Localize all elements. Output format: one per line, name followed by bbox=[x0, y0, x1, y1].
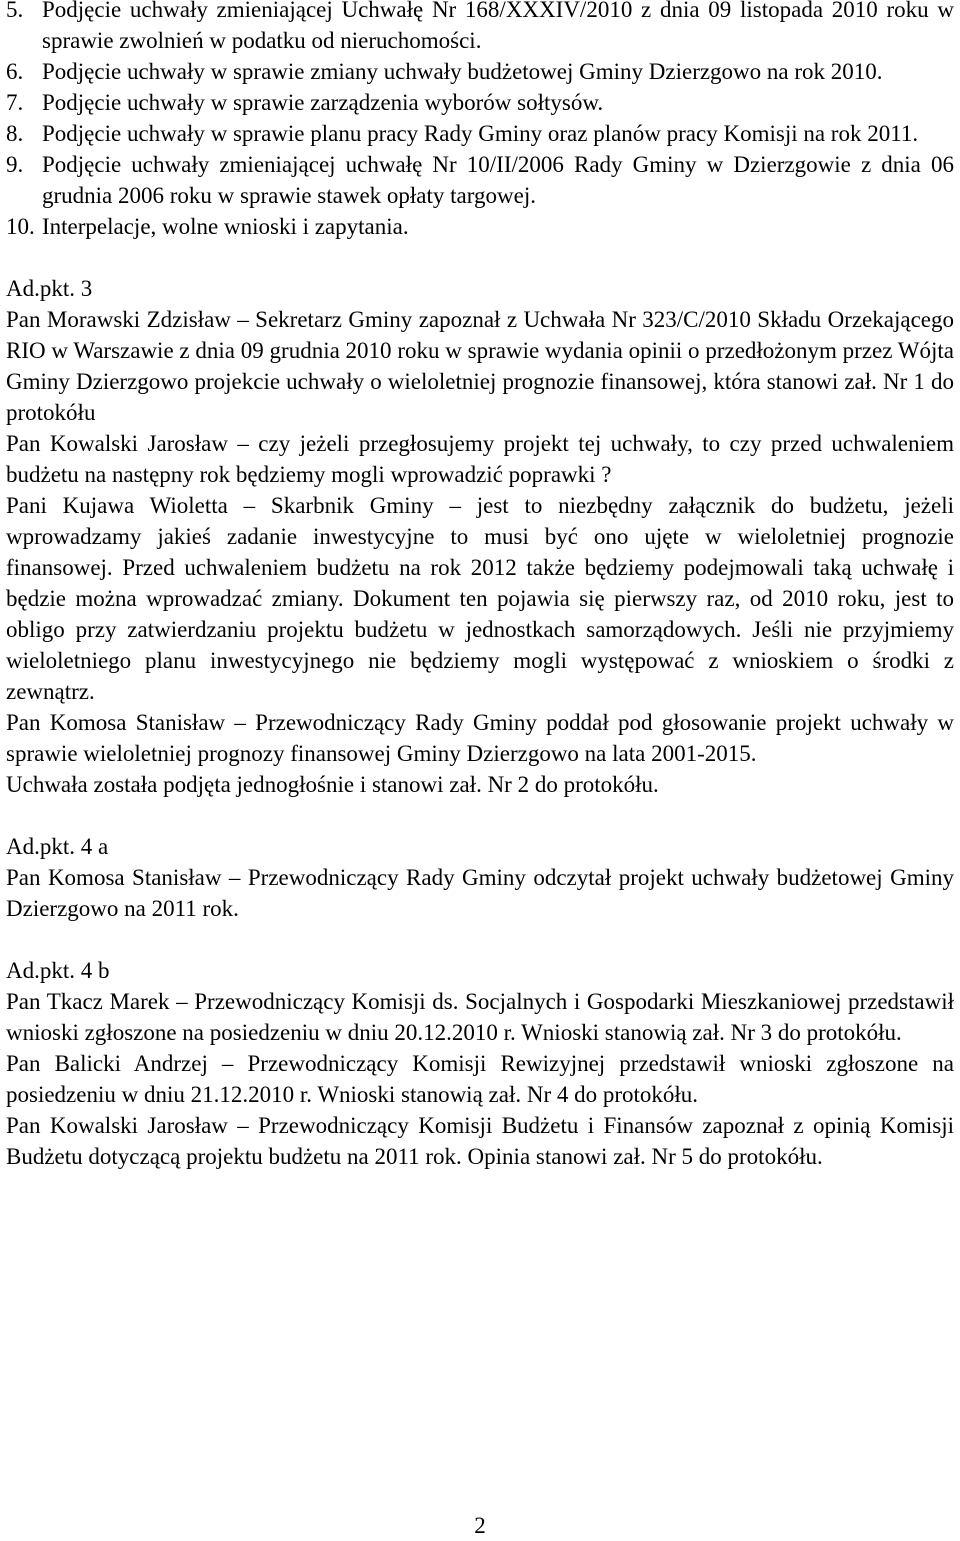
page-number: 2 bbox=[474, 1513, 486, 1538]
paragraph: Pan Kowalski Jarosław – czy jeżeli przegłosujemy projekt tej uchwały, to czy przed uchwaleniem budżetu na następny rok będziemy mogli wprowadzić poprawki ? bbox=[6, 431, 954, 487]
section-heading: Ad.pkt. 4 a bbox=[6, 834, 109, 859]
agenda-item bbox=[6, 0, 954, 56]
agenda-item-number: 8. bbox=[6, 121, 24, 146]
section-ad-pkt-4a bbox=[6, 831, 954, 924]
paragraph: Pan Tkacz Marek – Przewodniczący Komisji ds. Socjalnych i Gospodarki Mieszkaniowej przedstawił wnioski zgłoszone na posiedzeniu w dniu 20.12.2010 r. Wnioski stanowią zał. Nr 3 do protokółu. bbox=[6, 989, 954, 1045]
agenda-item-number: 9. bbox=[6, 152, 24, 177]
paragraph: Pan Komosa Stanisław – Przewodniczący Rady Gminy odczytał projekt uchwały budżetowej Gminy Dzierzgowo na 2011 rok. bbox=[6, 865, 954, 921]
paragraph: Pan Balicki Andrzej – Przewodniczący Komisji Rewizyjnej przedstawił wnioski zgłoszone na posiedzeniu w dniu 21.12.2010 r. Wnioski stanowią zał. Nr 4 do protokółu. bbox=[6, 1051, 954, 1107]
agenda-item-text: Podjęcie uchwały w sprawie planu pracy Rady Gminy oraz planów pracy Komisji na rok 2011. bbox=[42, 121, 919, 146]
document-page bbox=[6, 0, 954, 1172]
paragraph: Pan Kowalski Jarosław – Przewodniczący Komisji Budżetu i Finansów zapoznał z opinią Komisji Budżetu dotyczącą projektu budżetu na 2011 rok. Opinia stanowi zał. Nr 5 do protokółu. bbox=[6, 1113, 954, 1169]
agenda-item-number: 6. bbox=[6, 59, 24, 84]
agenda-item-number: 7. bbox=[6, 90, 24, 115]
agenda-item-text: Podjęcie uchwały w sprawie zarządzenia wyborów sołtysów. bbox=[42, 90, 604, 115]
agenda-item bbox=[6, 87, 954, 118]
paragraph: Uchwała została podjęta jednogłośnie i stanowi zał. Nr 2 do protokółu. bbox=[6, 772, 659, 797]
agenda-list bbox=[6, 0, 954, 242]
section-heading: Ad.pkt. 4 b bbox=[6, 958, 110, 983]
agenda-item-number: 10. bbox=[6, 214, 35, 239]
section-ad-pkt-3 bbox=[6, 273, 954, 800]
section-heading: Ad.pkt. 3 bbox=[6, 276, 93, 301]
agenda-item bbox=[6, 56, 954, 87]
section-ad-pkt-4b bbox=[6, 955, 954, 1172]
agenda-item-text: Interpelacje, wolne wnioski i zapytania. bbox=[42, 214, 409, 239]
agenda-item bbox=[6, 149, 954, 211]
agenda-item-text: Podjęcie uchwały zmieniającej Uchwałę Nr 168/XXXIV/2010 z dnia 09 listopada 2010 roku w sprawie zwolnień w podatku od nieruchomości. bbox=[42, 0, 954, 53]
agenda-item-text: Podjęcie uchwały zmieniającej uchwałę Nr 10/II/2006 Rady Gminy w Dzierzgowie z dnia 06 grudnia 2006 roku w sprawie stawek opłaty targowej. bbox=[42, 152, 954, 208]
agenda-item-number: 5. bbox=[6, 0, 24, 22]
agenda-item-text: Podjęcie uchwały w sprawie zmiany uchwały budżetowej Gminy Dzierzgowo na rok 2010. bbox=[42, 59, 883, 84]
agenda-item bbox=[6, 118, 954, 149]
agenda-item bbox=[6, 211, 954, 242]
paragraph: Pani Kujawa Wioletta – Skarbnik Gminy – jest to niezbędny załącznik do budżetu, jeżeli wprowadzamy jakieś zadanie inwestycyjne to musi być ono ujęte w wieloletniej prognozie finansowej. Przed uchwaleniem budżetu na rok 2012 także będziemy podejmowali taką uchwałę i będzie można wprowadzać zmiany. Dokument ten pojawia się pierwszy raz, od 2010 roku, jest to obligo przy zatwierdzaniu projektu budżetu w jednostkach samorządowych. Jeśli nie przyjmiemy wieloletniego planu inwestycyjnego nie będziemy mogli występować z wnioskiem o środki z zewnątrz. bbox=[6, 493, 954, 704]
paragraph: Pan Morawski Zdzisław – Sekretarz Gminy zapoznał z Uchwała Nr 323/C/2010 Składu Orzekającego RIO w Warszawie z dnia 09 grudnia 2010 roku w sprawie wydania opinii o przedłożonym przez Wójta Gminy Dzierzgowo projekcie uchwały o wieloletniej prognozie finansowej, która stanowi zał. Nr 1 do protokółu bbox=[6, 307, 954, 425]
paragraph: Pan Komosa Stanisław – Przewodniczący Rady Gminy poddał pod głosowanie projekt uchwały w sprawie wieloletniej prognozy finansowej Gminy Dzierzgowo na lata 2001-2015. bbox=[6, 710, 954, 766]
